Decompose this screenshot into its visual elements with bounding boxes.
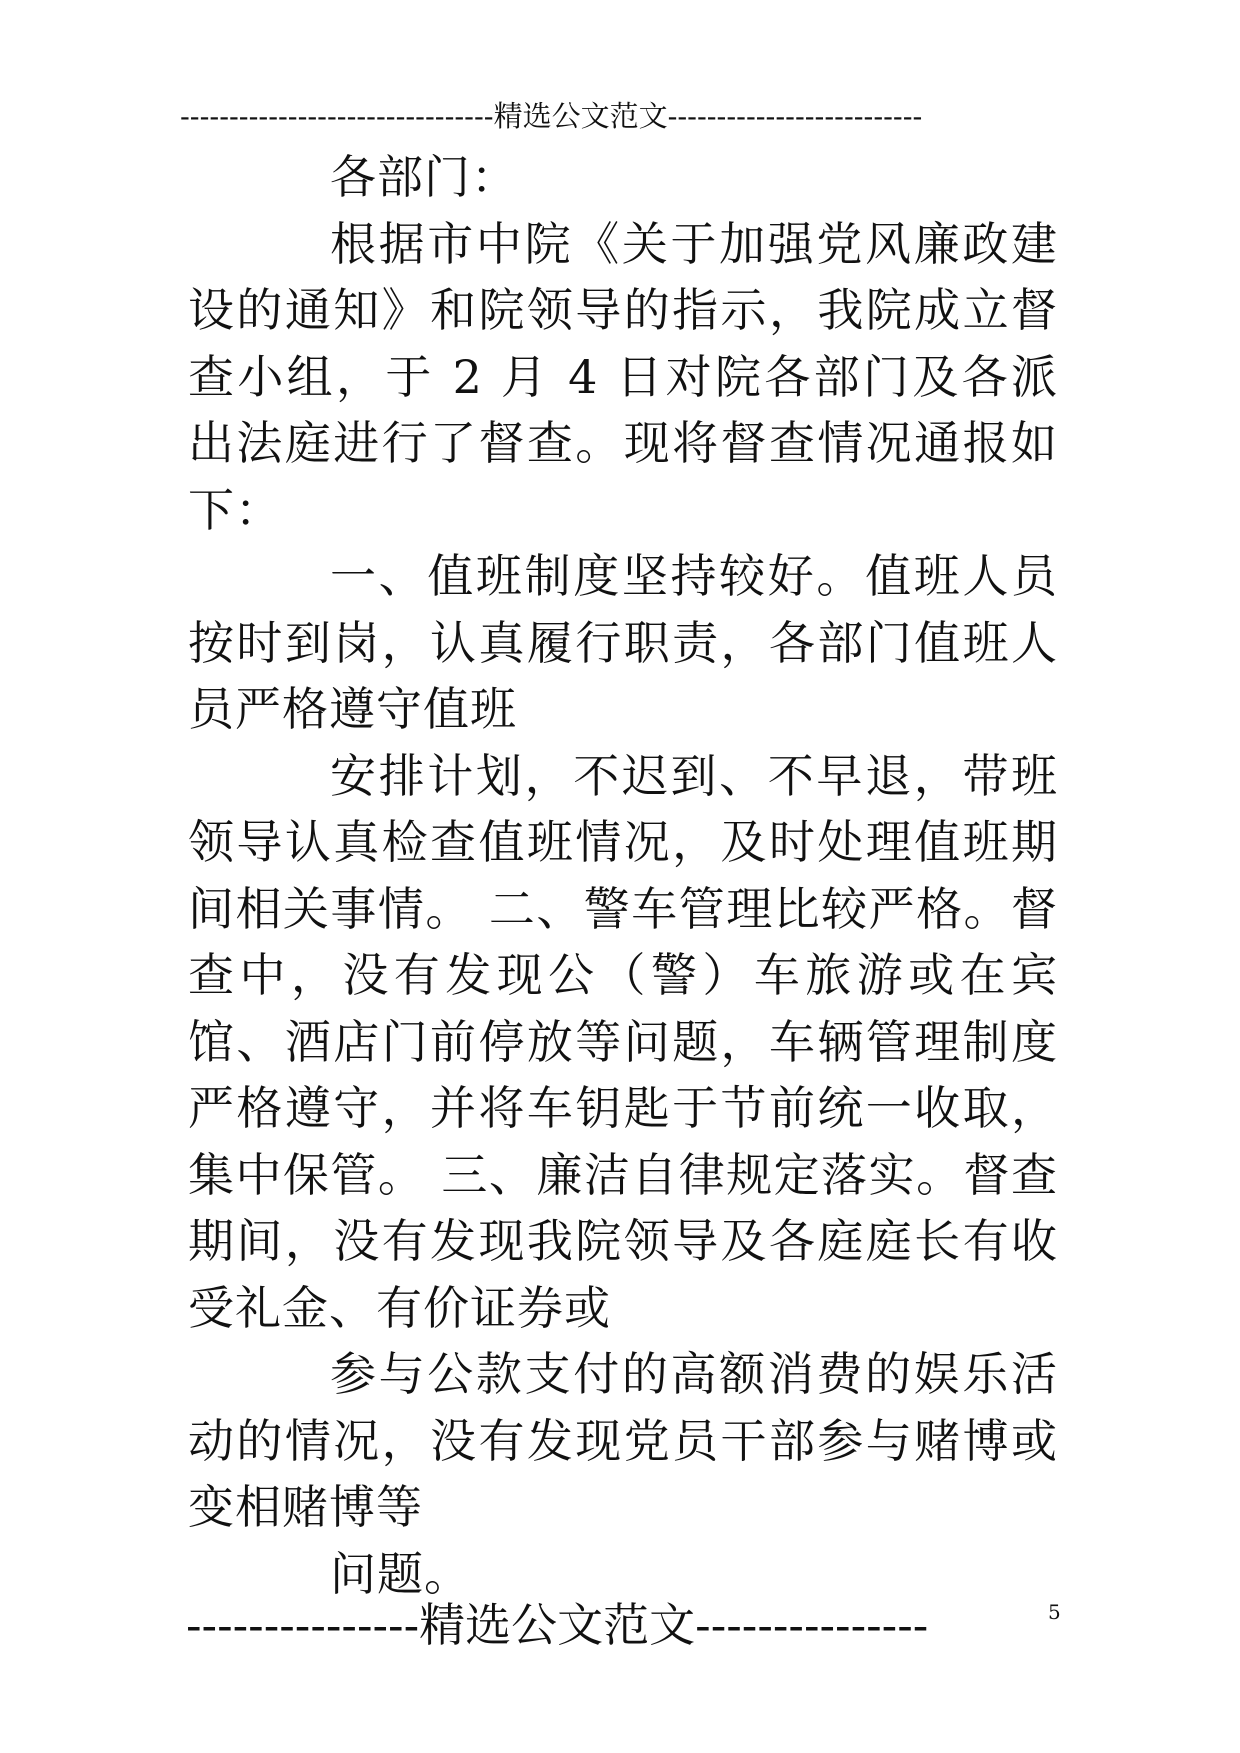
document-body xyxy=(188,144,1058,1607)
intro-paragraph: 根据市中院《关于加强党风廉政建设的通知》和院领导的指示，我院成立督查小组，于 2 月 4 日对院各部门及各派出法庭进行了督查。现将督查情况通报如下： xyxy=(188,216,1058,537)
management-paragraph: 安排计划，不迟到、不早退，带班领导认真检查值班情况，及时处理值班期间相关事情。 二、警车管理比较严格。督查中，没有发现公（警）车旅游或在宾馆、酒店门前停放等问题，车辆管理制度严格遵守，并将车钥匙于节前统一收取，集中保管。 三、廉洁自律规定落实。督查期间，没有发现我院领导及各庭庭长有收受礼金、有价证券或 xyxy=(188,748,1058,1335)
duty-paragraph: 一、值班制度坚持较好。值班人员按时到岗，认真履行职责，各部门值班人员严格遵守值班 xyxy=(188,549,1058,736)
integrity-paragraph: 参与公款支付的高额消费的娱乐活动的情况，没有发现党员干部参与赌博或变相赌博等 xyxy=(188,1347,1058,1534)
salutation-paragraph: 各部门： xyxy=(330,150,518,204)
closing-paragraph: 问题。 xyxy=(330,1546,471,1601)
page-number: 5 xyxy=(1048,1600,1061,1624)
page-header: --------------------------------精选公文范文-------------------------- xyxy=(180,99,923,133)
page-footer: ---------------精选公文范文--------------- xyxy=(186,1598,929,1652)
